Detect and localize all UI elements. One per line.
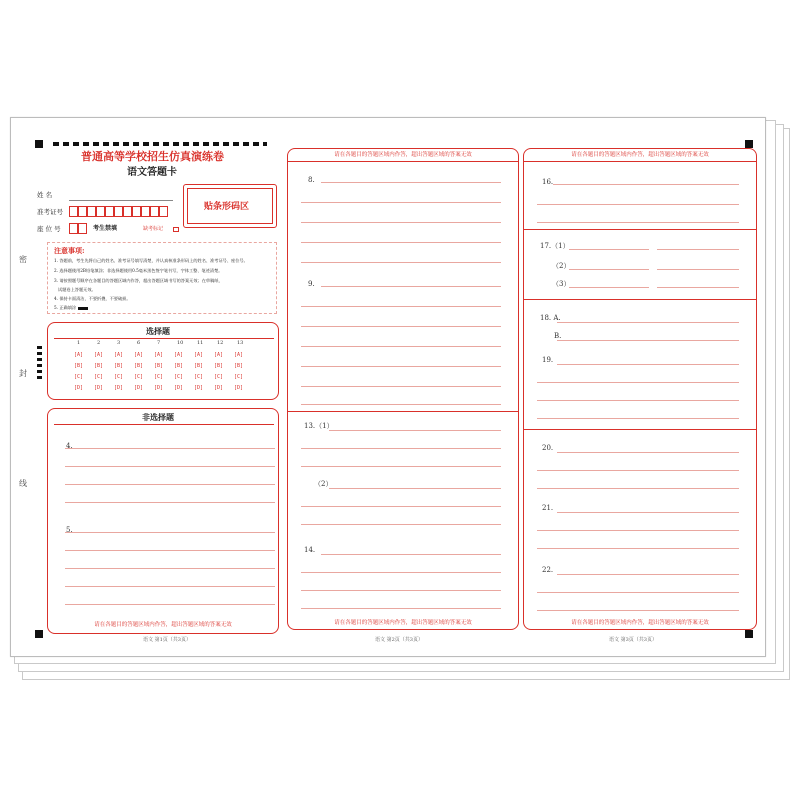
choice-bubble[interactable]: [C] [74, 374, 84, 380]
answer-line-col1[interactable] [65, 550, 275, 551]
answer-line-col2[interactable] [301, 404, 501, 405]
choice-bubble[interactable]: [D] [74, 385, 84, 391]
answer-line-col3[interactable] [557, 322, 739, 323]
name-label: 姓 名 [37, 191, 53, 199]
answer-line-col2[interactable] [301, 448, 501, 449]
answer-line-col1[interactable] [65, 568, 275, 569]
name-line[interactable] [69, 200, 173, 201]
answer-line-col2[interactable] [301, 306, 501, 307]
question-19-label: 19. [542, 356, 554, 364]
region-notice-col1: 请在各题目的答题区域内作答，超出答题区域的答案无效 [94, 622, 232, 628]
choice-bubble[interactable]: [C] [114, 374, 124, 380]
notes-item-6: 5. 正确填涂 [54, 305, 77, 310]
choice-bubble[interactable]: [B] [134, 363, 144, 369]
answer-line-col2[interactable] [301, 608, 501, 609]
absent-checkbox[interactable] [173, 227, 179, 232]
footer-page-3: 语文 第3页（共3页） [609, 637, 657, 643]
choice-bubble[interactable]: [A] [234, 352, 244, 358]
answer-line-col2[interactable] [301, 202, 501, 203]
non-choice-section [47, 408, 279, 634]
answer-line-col3[interactable] [537, 470, 739, 471]
choice-bubble[interactable]: [B] [194, 363, 204, 369]
footer-page-1: 语文 第1页（共3页） [143, 637, 191, 643]
answer-line-col3[interactable] [657, 269, 739, 270]
timing-track-top [53, 142, 267, 146]
question-20-label: 20. [542, 444, 554, 452]
choice-bubble[interactable]: [C] [154, 374, 164, 380]
answer-line-col2[interactable] [329, 430, 501, 431]
question-18b-label: B. [554, 332, 562, 340]
choice-bubble[interactable]: [A] [214, 352, 224, 358]
answer-line-col1[interactable] [65, 466, 275, 467]
choice-bubble[interactable]: [D] [154, 385, 164, 391]
barcode-label: 贴条形码区 [204, 202, 250, 212]
answer-line-col3[interactable] [557, 364, 739, 365]
answer-line-col1[interactable] [65, 502, 275, 503]
choice-bubble[interactable]: [A] [114, 352, 124, 358]
answer-line-col3[interactable] [537, 530, 739, 531]
choice-grid [74, 341, 264, 397]
choice-bubble[interactable]: [B] [114, 363, 124, 369]
answer-line-col1[interactable] [65, 532, 275, 533]
answer-line-col1[interactable] [65, 484, 275, 485]
choice-bubble[interactable]: [D] [234, 385, 244, 391]
question-8-label: 8. [308, 176, 315, 184]
choice-bubble[interactable]: [D] [134, 385, 144, 391]
answer-line-col2[interactable] [301, 366, 501, 367]
notes-item-1: 1. 答题前，考生先将自己的姓名、准考证号填写清楚，并认真核准条形码上的姓名、准考证号、座位号。 [54, 258, 248, 263]
region-notice-col3-top: 请在各题目的答题区域内作答，超出答题区域的答案无效 [571, 152, 709, 158]
question-22-label: 22. [542, 566, 554, 574]
answer-line-col2[interactable] [329, 488, 501, 489]
question-21-label: 21. [542, 504, 554, 512]
choice-number: 11 [197, 340, 204, 346]
choice-bubble[interactable]: [D] [174, 385, 184, 391]
notes-box [47, 242, 277, 314]
exam-title: 普通高等学校招生仿真演练卷 [81, 150, 224, 163]
answer-line-col3[interactable] [537, 548, 739, 549]
corner-marker-tl [35, 140, 43, 148]
answer-line-col3[interactable] [569, 269, 649, 270]
question-14-label: 14. [304, 546, 316, 554]
side-mark-3: 线 [19, 479, 27, 488]
question-17-2-label: （2） [552, 262, 571, 270]
notes-title: 注意事项: [54, 246, 85, 255]
question-13-2-label: （2） [314, 480, 333, 488]
answer-line-col3[interactable] [657, 249, 739, 250]
choice-bubble[interactable]: [B] [214, 363, 224, 369]
filled-sample-mark [78, 307, 88, 310]
answer-line-col2[interactable] [321, 554, 501, 555]
answer-line-col1[interactable] [65, 448, 275, 449]
question-13-1-label: 13.（1） [304, 422, 334, 430]
notes-item-2: 2. 选择题使用2B铅笔填涂；非选择题使用0.5毫米黑色签字笔书写，字体工整、笔迹清楚。 [54, 268, 223, 273]
answer-line-col1[interactable] [65, 586, 275, 587]
answer-line-col3[interactable] [537, 204, 739, 205]
choice-section [47, 322, 279, 400]
answer-line-col3[interactable] [537, 592, 739, 593]
answer-line-col3[interactable] [557, 452, 739, 453]
answer-line-col3[interactable] [537, 400, 739, 401]
answer-line-col2[interactable] [301, 506, 501, 507]
choice-bubble[interactable]: [D] [214, 385, 224, 391]
question-4-label: 4. [66, 442, 73, 450]
forbidden-label: 考生禁填 [93, 225, 118, 232]
seat-label: 座 位 号 [37, 225, 61, 233]
question-17-3-label: （3） [552, 280, 571, 288]
answer-line-col3[interactable] [557, 574, 739, 575]
answer-line-col3[interactable] [557, 512, 739, 513]
choice-bubble[interactable]: [B] [94, 363, 104, 369]
choice-number: 1 [77, 340, 81, 346]
answer-line-col2[interactable] [301, 262, 501, 263]
choice-bubble[interactable]: [D] [114, 385, 124, 391]
question-9-label: 9. [308, 280, 315, 288]
answer-line-col2[interactable] [301, 346, 501, 347]
answer-line-col3[interactable] [557, 340, 739, 341]
corner-marker-br [745, 630, 753, 638]
answer-line-col1[interactable] [65, 604, 275, 605]
choice-number: 3 [117, 340, 121, 346]
absent-label: 缺考标记 [143, 226, 164, 232]
choice-number: 10 [177, 340, 184, 346]
answer-line-col2[interactable] [321, 286, 501, 287]
choice-bubble[interactable]: [B] [234, 363, 244, 369]
choice-bubble[interactable]: [D] [194, 385, 204, 391]
question-17-1-label: 17.（1） [540, 242, 570, 250]
choice-bubble[interactable]: [A] [134, 352, 144, 358]
region-notice-col3-bottom: 请在各题目的答题区域内作答，超出答题区域的答案无效 [571, 620, 709, 626]
barcode-area [183, 184, 277, 228]
exam-no-label: 准考证号 [37, 208, 63, 216]
choice-bubble[interactable]: [A] [74, 352, 84, 358]
choice-bubble[interactable]: [C] [94, 374, 104, 380]
answer-line-col3[interactable] [553, 184, 739, 185]
choice-number: 13 [237, 340, 244, 346]
question-16-label: 16. [542, 178, 554, 186]
choice-bubble[interactable]: [A] [94, 352, 104, 358]
choice-bubble[interactable]: [A] [154, 352, 164, 358]
side-mark-2: 封 [19, 369, 27, 378]
choice-number: 12 [217, 340, 224, 346]
timing-track-side [37, 346, 42, 382]
answer-line-col2[interactable] [301, 590, 501, 591]
choice-number: 7 [157, 340, 161, 346]
non-choice-title: 非选择题 [142, 412, 174, 422]
answer-line-col2[interactable] [301, 242, 501, 243]
question-18a-label: 18. A. [540, 314, 561, 322]
answer-line-col2[interactable] [301, 326, 501, 327]
answer-line-col2[interactable] [301, 386, 501, 387]
choice-bubble[interactable]: [B] [154, 363, 164, 369]
choice-bubble[interactable]: [A] [194, 352, 204, 358]
answer-line-col2[interactable] [301, 466, 501, 467]
choice-number: 2 [97, 340, 101, 346]
exam-no-cells[interactable] [69, 206, 175, 218]
choice-bubble[interactable]: [A] [174, 352, 184, 358]
choice-bubble[interactable]: [C] [174, 374, 184, 380]
answer-line-col2[interactable] [301, 222, 501, 223]
region-notice-col2-top: 请在各题目的答题区域内作答，超出答题区域的答案无效 [334, 152, 472, 158]
answer-line-col2[interactable] [321, 182, 501, 183]
notes-item-5: 4. 保持卡面清洁，不要折叠，不要破损。 [54, 296, 131, 301]
choice-title: 选择题 [146, 326, 170, 336]
choice-bubble[interactable]: [B] [74, 363, 84, 369]
answer-column-3 [523, 148, 757, 630]
choice-bubble[interactable]: [D] [94, 385, 104, 391]
choice-number: 6 [137, 340, 141, 346]
answer-line-col3[interactable] [537, 610, 739, 611]
corner-marker-bl [35, 630, 43, 638]
card-subtitle: 语文答题卡 [127, 167, 177, 178]
answer-line-col3[interactable] [569, 249, 649, 250]
answer-column-2 [287, 148, 519, 630]
seat-cells[interactable] [69, 223, 89, 235]
answer-line-col3[interactable] [537, 488, 739, 489]
answer-line-col3[interactable] [537, 382, 739, 383]
side-mark-1: 密 [19, 255, 27, 264]
choice-bubble[interactable]: [C] [234, 374, 244, 380]
answer-line-col3[interactable] [537, 418, 739, 419]
choice-bubble[interactable]: [B] [174, 363, 184, 369]
region-notice-col2-bottom: 请在各题目的答题区域内作答，超出答题区域的答案无效 [334, 620, 472, 626]
notes-item-3: 3. 请按照题号顺序在各题目的答题区域内作答，超出答题区域书写的答案无效；在草稿纸、 [54, 278, 223, 283]
question-5-label: 5. [66, 526, 73, 534]
notes-item-4: 试题卷上答题无效。 [58, 287, 96, 292]
choice-bubble[interactable]: [C] [134, 374, 144, 380]
answer-line-col3[interactable] [569, 287, 649, 288]
choice-bubble[interactable]: [C] [194, 374, 204, 380]
choice-bubble[interactable]: [C] [214, 374, 224, 380]
footer-page-2: 语文 第2页（共3页） [375, 637, 423, 643]
answer-line-col3[interactable] [657, 287, 739, 288]
answer-sheet [10, 117, 766, 657]
answer-line-col2[interactable] [301, 524, 501, 525]
corner-marker-tr [745, 140, 753, 148]
answer-line-col3[interactable] [537, 222, 739, 223]
answer-line-col2[interactable] [301, 572, 501, 573]
